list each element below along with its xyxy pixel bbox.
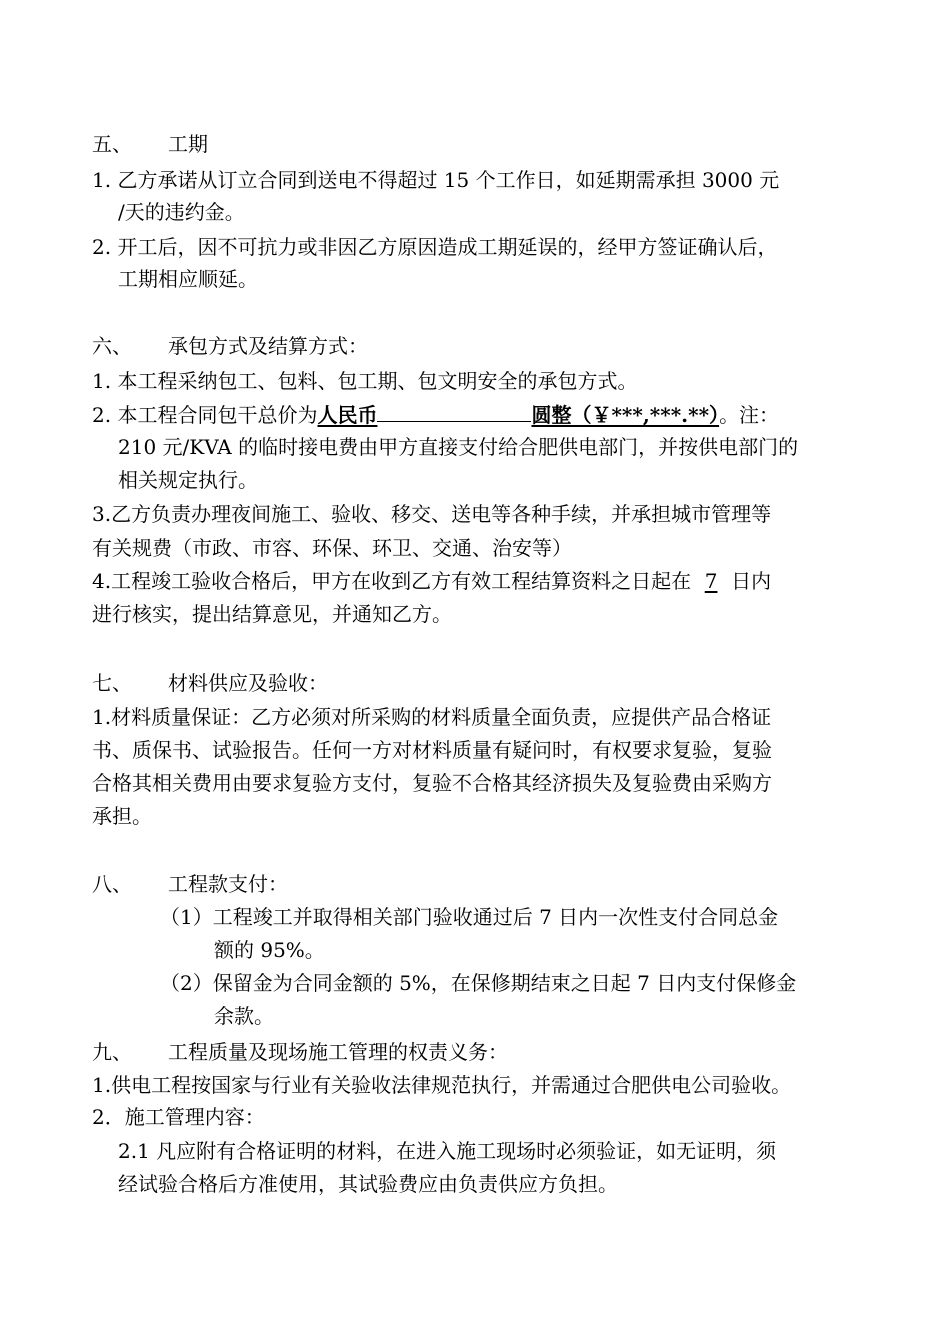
section-8-item-2-line-1: （2）保留金为合同金额的 5%，在保修期结束之日起 7 日内支付保修金	[160, 971, 797, 995]
price-amount: 圆整（￥***,***.**）	[531, 403, 720, 427]
section-6-item-1: 1. 本工程采纳包工、包料、包工期、包文明安全的承包方式。	[92, 369, 638, 393]
section-5-number: 五、	[92, 132, 132, 156]
section-5-item-1-line-1: 1. 乙方承诺从订立合同到送电不得超过 15 个工作日，如延期需承担 3000 元	[92, 168, 780, 192]
section-8-heading	[92, 871, 288, 897]
section-7-item-1-line-1: 1.材料质量保证：乙方必须对所采购的材料质量全面负责，应提供产品合格证	[92, 705, 772, 729]
contract-price-label: 2. 本工程合同包干总价为	[92, 403, 318, 427]
section-9-item-1: 1.供电工程按国家与行业有关验收法律规范执行，并需通过合肥供电公司验收。	[92, 1073, 792, 1097]
section-6-item-3-line-2: 有关规费（市政、市容、环保、环卫、交通、治安等）	[92, 536, 572, 560]
section-6-heading	[92, 333, 368, 359]
currency-label: 人民币	[317, 403, 378, 427]
section-6-item-2-line-3: 相关规定执行。	[118, 468, 258, 492]
section-7-title: 材料供应及验收：	[168, 671, 328, 695]
section-9-heading	[92, 1039, 508, 1065]
section-9-item-2-1-line-1: 2.1 凡应附有合格证明的材料，在进入施工现场时必须验证，如无证明，须	[118, 1139, 777, 1163]
section-8-item-1-line-2: 额的 95%。	[214, 938, 325, 962]
section-6-item-2-line-2: 210 元/KVA 的临时接电费由甲方直接支付给合肥供电部门，并按供电部门的	[118, 435, 799, 459]
section-6-item-4-line-2: 进行核实，提出结算意见，并通知乙方。	[92, 602, 452, 626]
price-blank	[377, 401, 531, 422]
section-7-heading	[92, 670, 328, 696]
section-5-item-2-line-2: 工期相应顺延。	[118, 267, 258, 291]
settlement-days: 7	[704, 569, 718, 593]
settlement-text: 4.工程竣工验收合格后，甲方在收到乙方有效工程结算资料之日起在	[92, 569, 692, 593]
section-6-number: 六、	[92, 334, 132, 358]
section-9-title: 工程质量及现场施工管理的权责义务：	[168, 1040, 508, 1064]
section-7-item-1-line-3: 合格其相关费用由要求复验方支付，复验不合格其经济损失及复验费由采购方	[92, 771, 772, 795]
section-5-title: 工期	[168, 132, 208, 156]
section-6-item-3-line-1: 3.乙方负责办理夜间施工、验收、移交、送电等各种手续，并承担城市管理等	[92, 502, 772, 526]
note-label: 。注：	[719, 403, 780, 427]
section-6-title: 承包方式及结算方式：	[168, 334, 368, 358]
section-7-item-1-line-4: 承担。	[92, 804, 152, 828]
section-8-item-2-line-2: 余款。	[214, 1004, 274, 1028]
section-8-item-1-line-1: （1）工程竣工并取得相关部门验收通过后 7 日内一次性支付合同总金	[160, 905, 779, 929]
section-8-number: 八、	[92, 872, 132, 896]
section-5-item-2-line-1: 2. 开工后，因不可抗力或非因乙方原因造成工期延误的，经甲方签证确认后，	[92, 235, 778, 259]
section-5-item-1-line-2: /天的违约金。	[118, 200, 245, 224]
section-9-item-2: 2．施工管理内容：	[92, 1105, 265, 1129]
section-7-item-1-line-2: 书、质保书、试验报告。任何一方对材料质量有疑问时，有权要求复验，复验	[92, 738, 772, 762]
section-7-number: 七、	[92, 671, 132, 695]
section-9-number: 九、	[92, 1040, 132, 1064]
section-9-item-2-1-line-2: 经试验合格后方准使用，其试验费应由负责供应方负担。	[118, 1172, 618, 1196]
section-6-item-2-line-1	[92, 401, 779, 428]
section-8-title: 工程款支付：	[168, 872, 288, 896]
section-6-item-4-line-1	[92, 568, 771, 594]
settlement-days-unit: 日内	[731, 569, 772, 593]
section-5-heading	[92, 131, 208, 157]
